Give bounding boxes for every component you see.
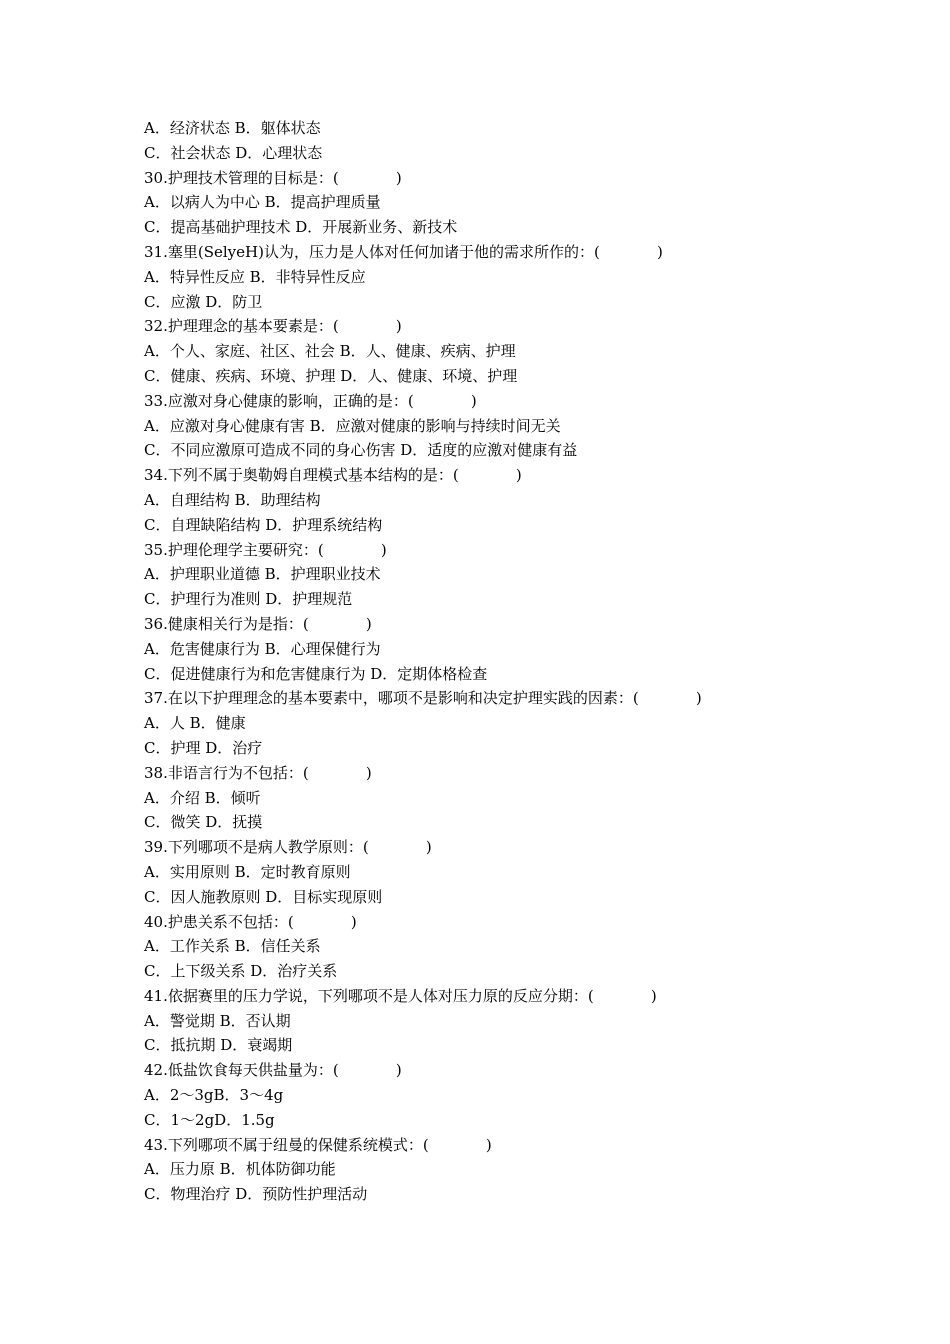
text-line: C．自理缺陷结构 D．护理系统结构: [144, 515, 383, 534]
question-line: 39.下列哪项不是病人教学原则：( ): [144, 838, 432, 857]
text-line: A．经济状态 B．躯体状态: [144, 119, 321, 137]
question-line: 34.下列不属于奥勒姆自理模式基本结构的是：( ): [144, 466, 522, 485]
question-line: 37.在以下护理理念的基本要素中，哪项不是影响和决定护理实践的因素：( ): [144, 689, 702, 708]
text-line: A．特异性反应 B．非特异性反应: [144, 267, 366, 286]
text-line: A．应激对身心健康有害 B．应激对健康的影响与持续时间无关: [144, 416, 561, 435]
question-line: 43.下列哪项不属于纽曼的保健系统模式：( ): [144, 1135, 492, 1154]
question-line: 35.护理伦理学主要研究：( ): [144, 540, 387, 559]
text-line: A．人 B．健康: [144, 714, 246, 733]
question-line: 41.依据赛里的压力学说，下列哪项不是人体对压力原的反应分期：( ): [144, 986, 657, 1005]
text-line: A．工作关系 B．信任关系: [144, 937, 321, 956]
text-line: C．不同应激原可造成不同的身心伤害 D．适度的应激对健康有益: [144, 441, 578, 460]
text-line: C．护理行为准则 D．护理规范: [144, 590, 353, 609]
text-line: C．健康、疾病、环境、护理 D．人、健康、环境、护理: [144, 366, 518, 385]
document-page: [144, 116, 844, 1207]
question-line: 38.非语言行为不包括：( ): [144, 763, 372, 782]
text-line: C．因人施教原则 D．目标实现原则: [144, 887, 383, 906]
text-line: C．应激 D．防卫: [144, 292, 263, 311]
question-line: 36.健康相关行为是指：( ): [144, 614, 372, 633]
text-line: C．微笑 D．抚摸: [144, 813, 263, 832]
question-line: 32.护理理念的基本要素是：( ): [144, 317, 402, 336]
text-line: C．物理治疗 D．预防性护理活动: [144, 1185, 368, 1204]
text-line: C．上下级关系 D．治疗关系: [144, 962, 338, 981]
text-line: C．护理 D．治疗: [144, 738, 263, 757]
question-line: 33.应激对身心健康的影响，正确的是：( ): [144, 391, 477, 410]
question-line: 40.护患关系不包括：( ): [144, 912, 357, 931]
text-line: A．护理职业道德 B．护理职业技术: [144, 565, 381, 584]
question-line: 31.塞里(SelyeH)认为，压力是人体对任何加诸于他的需求所作的：( ): [144, 242, 663, 261]
text-line: A．以病人为中心 B．提高护理质量: [144, 193, 381, 212]
text-line: A．自理结构 B．助理结构: [144, 490, 321, 509]
text-line: A．危害健康行为 B．心理保健行为: [144, 639, 381, 658]
question-line: 42.低盐饮食每天供盐量为：( ): [144, 1061, 402, 1080]
text-line: A．警觉期 B．否认期: [144, 1011, 291, 1030]
text-line: A．介绍 B．倾听: [144, 788, 261, 807]
text-line: C．1～2gD．1.5g: [144, 1110, 275, 1129]
text-line: C．提高基础护理技术 D．开展新业务、新技术: [144, 218, 458, 237]
text-line: A．个人、家庭、社区、社会 B．人、健康、疾病、护理: [144, 342, 516, 361]
text-line: A．实用原则 B．定时教育原则: [144, 862, 351, 881]
text-line: C．促进健康行为和危害健康行为 D．定期体格检查: [144, 664, 488, 683]
question-line: 30.护理技术管理的目标是：( ): [144, 168, 402, 187]
text-line: A．2～3gB．3～4g: [144, 1086, 284, 1105]
text-line: C．抵抗期 D．衰竭期: [144, 1036, 293, 1055]
text-line: C．社会状态 D．心理状态: [144, 143, 323, 162]
text-line: A．压力原 B．机体防御功能: [144, 1160, 336, 1179]
